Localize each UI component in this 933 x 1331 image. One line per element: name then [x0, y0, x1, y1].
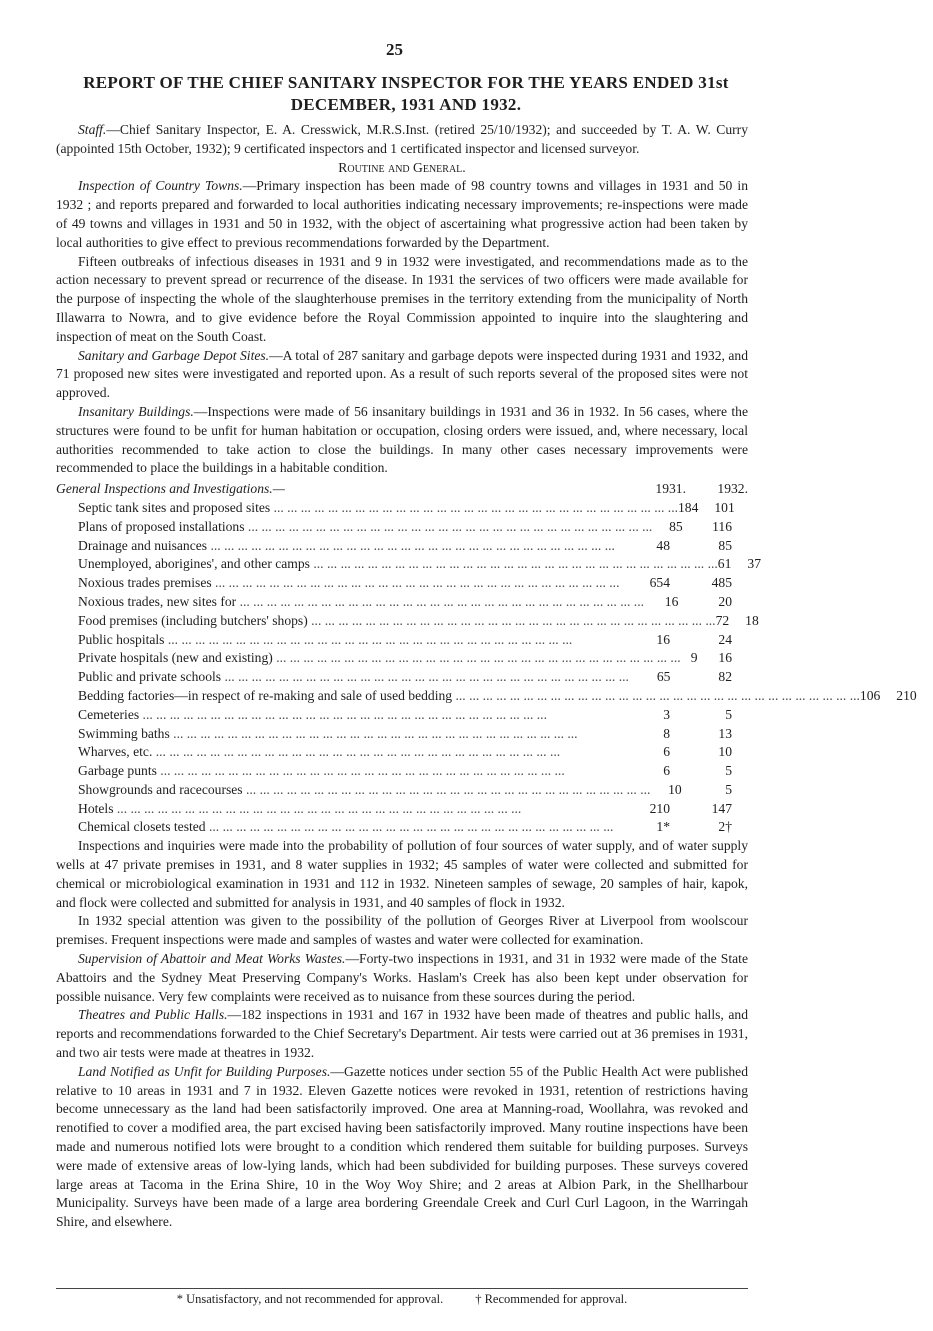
value-1932: 5 [725, 763, 732, 779]
value-1931: 61 [717, 556, 732, 572]
land-label: Land Notified as Unfit for Building Purposes. [78, 1063, 331, 1079]
table-row [56, 499, 748, 518]
table-row [56, 631, 748, 650]
value-1931: 210 [649, 800, 670, 816]
table-row [56, 781, 748, 800]
row-label: Hotels ... ... ... ... ... ... ... ... ... ... ... ... ... ... ... ... ... ... ... ... ... ... ... ... ... ... ... ... ... ... [78, 800, 522, 816]
row-label: Garbage punts ... ... ... ... ... ... ... ... ... ... ... ... ... ... ... ... ... ... ... ... ... ... ... ... ... ... ... ... ... ... [78, 763, 565, 779]
fifteen-paragraph: Fifteen outbreaks of infectious diseases in 1931 and 9 in 1932 were investigated, and recommendations made as to the action necessary to prevent spread or recurrence of the disease. In 1931 the services of two officers were made available for the purpose of inspecting the whole of the slaughterhouse premises in the territory extending from the municipality of North Illawarra to Nowra, and to give evidence before the Royal Commission appointed to inquire into the slaughtering and inspection of meat on the South Coast. [56, 253, 748, 344]
table-rows [56, 499, 917, 837]
value-1931: 16 [656, 631, 670, 647]
depot-text: —A total of 287 sanitary and garbage depots were inspected during 1931 and 1932, and 71 proposed new sites were investigated and reported upon. As a result of such reports several of the proposed sites were not approved. [56, 347, 749, 401]
value-1932: 147 [711, 800, 732, 816]
value-1931: 65 [656, 669, 671, 685]
value-1931: 85 [669, 518, 683, 534]
footnote-rule [56, 1288, 748, 1289]
row-label: Plans of proposed installations ... ... ... ... ... ... ... ... ... ... ... ... ... ... ... ... ... ... ... ... ... ... ... ... ... ... ... ... ... ... [78, 518, 653, 534]
table-row [56, 574, 748, 593]
report-body [56, 121, 917, 1232]
value-1932: 10 [718, 744, 732, 760]
row-label: Wharves, etc. ... ... ... ... ... ... ... ... ... ... ... ... ... ... ... ... ... ... ... ... ... ... ... ... ... ... ... ... ... ... [78, 744, 561, 760]
staff-text: —Chief Sanitary Inspector, E. A. Cresswick, M.R.S.Inst. (retired 25/10/1932); and succeeded by T. A. W. Curry (appointed 15th October, 1932); 9 certificated inspectors and 1 certificated inspector and licensed surveyor. [56, 122, 748, 156]
row-label: Chemical closets tested ... ... ... ... ... ... ... ... ... ... ... ... ... ... ... ... ... ... ... ... ... ... ... ... ... ... ... ... ... ... [78, 819, 614, 835]
value-1932: 16 [718, 650, 732, 666]
row-label: Bedding factories—in respect of re-making and sale of used bedding ... ... ... ... ... ... ... ... ... ... ... ... ... ... ... ... ... ... ... ... ... ... ... ... ... ... ... ... ... ... [78, 687, 860, 703]
value-1932: 2† [718, 819, 732, 835]
row-label: Noxious trades, new sites for ... ... ... ... ... ... ... ... ... ... ... ... ... ... ... ... ... ... ... ... ... ... ... ... ... ... ... ... ... ... [78, 593, 644, 609]
value-1931: 72 [715, 612, 730, 628]
staff-paragraph [56, 121, 748, 159]
value-1932: 18 [745, 612, 759, 628]
row-label: Cemeteries ... ... ... ... ... ... ... ... ... ... ... ... ... ... ... ... ... ... ... ... ... ... ... ... ... ... ... ... ... ... [78, 706, 547, 722]
value-1932: 210 [896, 687, 917, 703]
value-1932: 82 [718, 669, 732, 685]
table-row [56, 518, 748, 537]
depot-label: Sanitary and Garbage Depot Sites. [78, 347, 270, 363]
theatres-label: Theatres and Public Halls. [78, 1007, 228, 1023]
value-1931: 10 [668, 781, 682, 797]
value-1932: 85 [718, 537, 732, 553]
table-row [56, 743, 748, 762]
value-1931: 654 [649, 575, 670, 591]
table-caption: General Inspections and Investigations.— [56, 481, 285, 497]
value-1931: 16 [664, 593, 679, 609]
land-paragraph [56, 1063, 748, 1232]
value-1931: 106 [859, 687, 881, 703]
table-row [56, 800, 748, 819]
value-1932: 13 [718, 725, 732, 741]
row-label: Noxious trades premises ... ... ... ... ... ... ... ... ... ... ... ... ... ... ... ... ... ... ... ... ... ... ... ... ... ... ... ... ... ... [78, 575, 620, 591]
row-label: Showgrounds and racecourses ... ... ... ... ... ... ... ... ... ... ... ... ... ... ... ... ... ... ... ... ... ... ... ... ... ... ... ... ... ... [78, 781, 651, 797]
row-label: Septic tank sites and proposed sites ... ... ... ... ... ... ... ... ... ... ... ... ... ... ... ... ... ... ... ... ... ... ... ... ... ... ... ... ... ... [78, 499, 678, 515]
value-1931: 3 [663, 706, 670, 722]
value-1931: 6 [663, 744, 670, 760]
row-label: Food premises (including butchers' shops) ... ... ... ... ... ... ... ... ... ... ... ... ... ... ... ... ... ... ... ... ... ... ... ... ... ... ... ... ... ... [78, 612, 716, 628]
abattoir-paragraph [56, 950, 748, 1006]
staff-label: Staff. [78, 122, 107, 137]
inspections-table [56, 480, 917, 837]
value-1932: 101 [714, 499, 735, 515]
row-label: Public hospitals ... ... ... ... ... ... ... ... ... ... ... ... ... ... ... ... ... ... ... ... ... ... ... ... ... ... ... ... ... ... [78, 631, 573, 647]
table-row [56, 687, 917, 706]
theatres-text: —182 inspections in 1931 and 167 in 1932 have been made of theatres and public halls, and reports and recommendations forwarded to the Chief Secretary's Department. Air tests were carried out at 36 premises in 1931, and two air tests were made at theatres in 1932. [56, 1007, 748, 1061]
page-number: 25 [386, 40, 403, 59]
inspection-text: —Primary inspection has been made of 98 country towns and villages in 1931 and 50 in 1932 ; and reports prepared and forwarded to local authorities indicating necessary improvements; re-inspections were made of 49 towns and villages in 1931 and 50 in 1932, with the object of ascertaining what progressive action had been taken by local authorities to give effect to previous recommendations forwarded by the Department. [56, 178, 748, 250]
table-row [56, 612, 759, 631]
insanitary-paragraph [56, 403, 748, 478]
footnote-recommended: † Recommended for approval. [475, 1292, 628, 1306]
footnote-unsatisfactory: * Unsatisfactory, and not recommended for approval. [176, 1292, 444, 1306]
abattoir-label: Supervision of Abattoir and Meat Works Wastes. [78, 951, 346, 967]
row-label: Public and private schools ... ... ... ... ... ... ... ... ... ... ... ... ... ... ... ... ... ... ... ... ... ... ... ... ... ... ... ... ... ... [78, 669, 629, 685]
value-1932: 116 [712, 518, 732, 534]
value-1931: 9 [690, 650, 698, 666]
value-1932: 20 [718, 593, 732, 609]
value-1932: 485 [711, 575, 732, 591]
value-1931: 8 [663, 725, 670, 741]
land-text: —Gazette notices under section 55 of the Public Health Act were published relative to 10 areas in 1931 and 7 in 1932. Eleven Gazette notices were revoked in 1931, retention of restrictions having become unnecessary as the land had been satisfactorily improved. One area at Manning-road, Woollahra, was revoked and renotified to cover a modified area, the part excised having been satisfactorily improved. Many routine inspections have been made and numerous notified lots were brought to a condition which rendered them suitable for building purposes. Surveys were made of extensive areas of low-lying lands, which had been subdivided for building purposes. These surveys covered large areas at Tacoma in the Erina Shire, 10 in the Woy Woy Shire; and 2 areas at Albion Park, in the Shellharbour Municipality. Surveys have been made of a large area bordering Greendale Creek and Curl Curl Lagoon, in the Warringah Shire, and elsewhere. [56, 1063, 748, 1230]
value-1931: 48 [656, 537, 670, 553]
value-1932: 24 [718, 631, 732, 647]
row-label: Unemployed, aborigines', and other camps ... ... ... ... ... ... ... ... ... ... ... ... ... ... ... ... ... ... ... ... ... ... ... ... ... ... ... ... ... ... [78, 556, 718, 572]
value-1932: 5 [725, 781, 732, 797]
water-paragraph: Inspections and inquiries were made into the probability of pollution of four sources of water supply, and of water supply wells at 47 private premises in 1931, and 8 water supplies in 1932; 45 samples of water were collected and submitted for chemical or microbiological examination in 1931 and 112 in 1932. Nineteen samples of sewage, 20 samples of hair, kapok, and flock were collected and submitted for analysis in 1931, and 40 samples of flock in 1932. [56, 838, 748, 910]
table-row [56, 762, 748, 781]
section-heading: Routine and General. [338, 159, 466, 175]
value-1931: 6 [663, 763, 670, 779]
footnotes [56, 1292, 748, 1307]
year-1932-header: 1932. [717, 481, 748, 497]
row-label: Drainage and nuisances ... ... ... ... ... ... ... ... ... ... ... ... ... ... ... ... ... ... ... ... ... ... ... ... ... ... ... ... ... ... [78, 537, 615, 553]
table-row [56, 818, 748, 837]
abattoir-text: —Forty-two inspections in 1931, and 31 in 1932 were made of the State Abattoirs and the Sydney Meat Preserving Company's Works. Haslam's Creek has also been kept under observation for possible nuisance. Very few complaints were received as to nuisance from these sources during the period. [56, 951, 748, 1004]
value-1931: 184 [677, 499, 699, 515]
table-row [56, 537, 748, 556]
insanitary-label: Insanitary Buildings. [78, 403, 194, 419]
table-row [56, 668, 748, 687]
value-1932: 5 [725, 706, 732, 722]
inspection-label: Inspection of Country Towns. [78, 178, 243, 194]
row-label: Private hospitals (new and existing) ... ... ... ... ... ... ... ... ... ... ... ... ... ... ... ... ... ... ... ... ... ... ... ... ... ... ... ... ... ... [78, 650, 681, 666]
theatres-paragraph [56, 1006, 748, 1062]
table-row [56, 725, 748, 744]
value-1931: 1* [656, 819, 670, 835]
table-row [56, 593, 748, 612]
row-label: Swimming baths ... ... ... ... ... ... ... ... ... ... ... ... ... ... ... ... ... ... ... ... ... ... ... ... ... ... ... ... ... ... [78, 725, 578, 741]
table-row [56, 649, 748, 668]
table-header [56, 480, 748, 499]
georges-paragraph: In 1932 special attention was given to the possibility of the pollution of Georges River at Liverpool from woolscour premises. Frequent inspections were made and samples of wastes and water were collected for examination. [56, 913, 748, 948]
table-row [56, 706, 748, 725]
report-title: REPORT OF THE CHIEF SANITARY INSPECTOR FOR THE YEARS ENDED 31st DECEMBER, 1931 AND 1932. [83, 73, 729, 114]
value-1932: 37 [747, 556, 761, 572]
insanitary-text: —Inspections were made of 56 insanitary buildings in 1931 and 36 in 1932. In 56 cases, where the structures were found to be unfit for human habitation or occupation, closing orders were issued, and, where necessary, local authorities recommended to take action to close the buildings. In many other cases necessary improvements were recommended to place the buildings in a habitable condition. [56, 403, 748, 476]
inspection-paragraph [56, 177, 748, 252]
year-1931-header: 1931. [655, 481, 686, 497]
depot-paragraph [56, 347, 748, 403]
table-row [56, 555, 761, 574]
